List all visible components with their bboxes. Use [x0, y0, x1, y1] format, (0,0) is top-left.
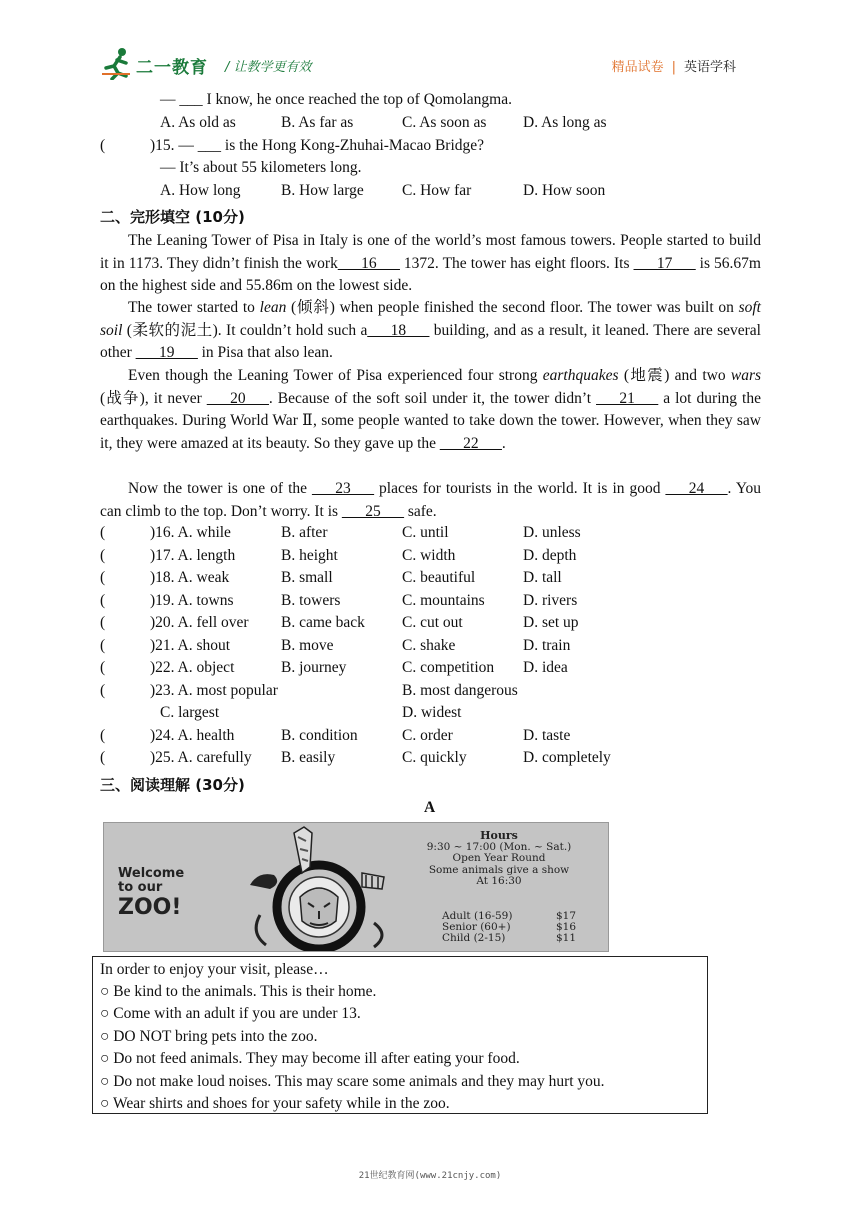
q14-option-a: A. As old as	[160, 114, 236, 131]
q20-option-b: B. came back	[281, 614, 365, 631]
q25-option-c: C. quickly	[402, 749, 467, 766]
cloze-paragraph-3	[100, 365, 761, 455]
rule-item: ○ Do not feed animals. They may become ill after eating your food.	[100, 1050, 520, 1067]
q16-option-d: D. unless	[523, 524, 581, 541]
blank-16: ___16___	[337, 254, 400, 272]
q14-option-b: B. As far as	[281, 114, 354, 131]
p3-text-a: Even though the Leaning Tower of Pisa experienced four strong	[128, 367, 543, 384]
p3-text-b: (地震) and two	[618, 367, 731, 384]
q15-option-b: B. How large	[281, 182, 364, 199]
section-3-title: 三、阅读理解 (30分)	[100, 776, 245, 794]
zoo-price-label: Adult (16-59)	[442, 910, 513, 922]
zoo-price-value: $11	[556, 932, 577, 944]
q25-stem: )25. A. carefully	[150, 749, 252, 766]
q18-option-b: B. small	[281, 569, 333, 586]
blank-19: ___19___	[135, 344, 198, 361]
q17-option-b: B. height	[281, 547, 338, 564]
p3-text-f: .	[501, 434, 506, 452]
q16-stem: )16. A. while	[150, 524, 231, 541]
q22-paren: (	[100, 659, 106, 676]
page-header	[100, 46, 760, 82]
q23-option-d: D. widest	[402, 704, 462, 721]
q14-answer-line: — ___ I know, he once reached the top of Qomolangma.	[160, 91, 512, 108]
q19-paren: (	[100, 592, 106, 609]
p4-text-d: safe.	[403, 502, 437, 520]
q17-paren: (	[100, 547, 106, 564]
q22-option-c: C. competition	[402, 659, 495, 676]
p2-text-d: building, and as a result, it leaned. There are several other	[100, 321, 761, 361]
zoo-hours-line-4: At 16:30	[476, 875, 522, 887]
q24-stem: )24. A. health	[150, 727, 235, 744]
zoo-animals-emblem-icon	[224, 823, 404, 951]
zoo-price-value: $16	[556, 921, 577, 933]
q21-option-c: C. shake	[402, 637, 456, 654]
q21-stem: )21. A. shout	[150, 637, 231, 654]
cloze-paragraph-4	[100, 478, 761, 523]
rule-item: ○ Come with an adult if you are under 13.	[100, 1005, 361, 1022]
q24-paren: (	[100, 727, 106, 744]
q18-option-d: D. tall	[523, 569, 562, 586]
p1-text-c: is 56.67m on the highest side and 55.86m on the lowest side.	[100, 254, 761, 294]
p3-wars: wars	[730, 367, 762, 384]
p3-earthquakes: earthquakes	[542, 367, 619, 384]
zoo-welcome-line-1: Welcome	[118, 866, 185, 881]
q25-paren: (	[100, 749, 106, 766]
blank-22: ___22___	[439, 434, 502, 452]
q15-option-d: D. How soon	[523, 182, 606, 199]
p1-text-a: The Leaning Tower of Pisa in Italy is one of the world’s most famous towers. People started to build it in 1173. They didn’t finish the work	[100, 232, 761, 272]
q21-paren: (	[100, 637, 106, 654]
p2-soft-soil: soft soil	[100, 299, 761, 339]
page-footer: 21世纪教育网(www.21cnjy.com)	[358, 1171, 502, 1181]
q17-stem: )17. A. length	[150, 547, 236, 564]
blank-17: ___17___	[633, 254, 696, 272]
section-2-title: 二、完形填空 (10分)	[100, 208, 245, 226]
blank-21: ___21___	[596, 389, 659, 407]
q22-option-d: D. idea	[523, 659, 568, 676]
zoo-sign-image	[103, 822, 609, 952]
zoo-hours-line-3: Some animals give a show	[428, 863, 570, 876]
zoo-prices	[442, 911, 576, 944]
zoo-price-label: Child (2-15)	[442, 932, 506, 944]
q25-option-d: D. completely	[523, 749, 611, 766]
rule-item: ○ Wear shirts and shoes for your safety while in the zoo.	[100, 1095, 450, 1112]
q16-option-c: C. until	[402, 524, 449, 541]
blank-20: ___20___	[206, 389, 269, 407]
header-subject: 英语学科	[683, 60, 736, 75]
p2-lean: lean	[259, 299, 287, 316]
q16-option-b: B. after	[281, 524, 328, 541]
header-slogan: / 让教学更有效	[225, 60, 312, 75]
q23-option-c: C. largest	[160, 704, 220, 721]
q21-option-b: B. move	[281, 637, 334, 654]
q20-option-d: D. set up	[523, 614, 579, 631]
p2-text-b: (倾斜) when people finished the second floor. The tower was built on	[286, 299, 739, 316]
q21-option-d: D. train	[523, 637, 571, 654]
p3-text-c: (战争), it never	[100, 389, 207, 407]
q15-option-a: A. How long	[160, 182, 241, 199]
q22-stem: )22. A. object	[150, 659, 235, 676]
zoo-rules-box	[92, 956, 708, 1114]
rule-item: ○ Do not make loud noises. This may scare some animals and they may hurt you.	[100, 1073, 605, 1090]
zoo-price-row	[442, 933, 576, 944]
q24-option-b: B. condition	[281, 727, 358, 744]
q15-paren: (	[100, 137, 106, 154]
zoo-welcome	[118, 867, 184, 921]
p4-text-a: Now the tower is one of the	[128, 480, 313, 497]
q18-option-c: C. beautiful	[402, 569, 476, 586]
blank-24: ___24___	[665, 480, 728, 497]
q19-option-d: D. rivers	[523, 592, 578, 609]
q18-paren: (	[100, 569, 106, 586]
p4-text-c: . You can climb to the top. Don’t worry. It is	[100, 480, 761, 520]
q15-stem: )15. — ___ is the Hong Kong-Zhuhai-Macao Bridge?	[150, 137, 485, 154]
zoo-price-label: Senior (60+)	[442, 921, 511, 933]
blank-25: ___25___	[341, 502, 404, 520]
p1-text-b: 1372. The tower has eight floors. Its	[399, 254, 634, 272]
q15-option-c: C. How far	[402, 182, 472, 199]
header-right	[612, 56, 736, 75]
logo-text: 二一教育	[136, 58, 208, 78]
q23-stem: )23. A. most popular	[150, 682, 278, 699]
p2-text-c: (柔软的泥土). It couldn’t hold such a	[122, 321, 368, 339]
runner-logo-icon	[100, 46, 136, 80]
p4-text-b: places for tourists in the world. It is in good	[374, 480, 666, 497]
p3-text-d: . Because of the soft soil under it, the tower didn’t	[268, 389, 597, 407]
zoo-price-value: $17	[556, 910, 577, 922]
zoo-hours-title: Hours	[480, 829, 518, 842]
q25-option-b: B. easily	[281, 749, 336, 766]
p2-text-e: in Pisa that also lean.	[197, 344, 333, 361]
q20-stem: )20. A. fell over	[150, 614, 249, 631]
p2-text-a: The tower started to	[128, 299, 260, 316]
q16-paren: (	[100, 524, 106, 541]
blank-18: ___18___	[367, 321, 430, 339]
q17-option-c: C. width	[402, 547, 456, 564]
rules-intro: In order to enjoy your visit, please…	[100, 961, 329, 978]
q20-paren: (	[100, 614, 106, 631]
zoo-hours-line-1: 9:30 ~ 17:00 (Mon. ~ Sat.)	[426, 840, 572, 853]
cloze-paragraph-1	[100, 230, 761, 298]
zoo-welcome-line-3: ZOO!	[118, 895, 182, 920]
q18-stem: )18. A. weak	[150, 569, 230, 586]
rule-item: ○ DO NOT bring pets into the zoo.	[100, 1028, 318, 1045]
zoo-hours-line-2: Open Year Round	[452, 852, 546, 864]
q14-option-d: D. As long as	[523, 114, 607, 131]
p3-text-e: a lot during the earthquakes. During World War Ⅱ, some people wanted to take down the tower. However, when they saw it, they were amazed at its beauty. So they gave up the	[100, 389, 761, 452]
header-separator: |	[671, 60, 676, 75]
q19-option-b: B. towers	[281, 592, 341, 609]
header-tag: 精品试卷	[611, 60, 664, 75]
q17-option-d: D. depth	[523, 547, 577, 564]
passage-label: A	[424, 799, 436, 816]
zoo-hours	[404, 830, 594, 888]
q19-option-c: C. mountains	[402, 592, 485, 609]
blank-23: ___23___	[312, 480, 375, 497]
q15-answer-line: — It’s about 55 kilometers long.	[160, 159, 362, 176]
rule-item: ○ Be kind to the animals. This is their home.	[100, 983, 377, 1000]
q23-paren: (	[100, 682, 106, 699]
q23-option-b: B. most dangerous	[402, 682, 518, 699]
q24-option-c: C. order	[402, 727, 453, 744]
q19-stem: )19. A. towns	[150, 592, 234, 609]
q20-option-c: C. cut out	[402, 614, 463, 631]
q14-option-c: C. As soon as	[402, 114, 487, 131]
zoo-welcome-line-2: to our	[118, 880, 163, 895]
q24-option-d: D. taste	[523, 727, 571, 744]
q22-option-b: B. journey	[281, 659, 347, 676]
cloze-paragraph-2	[100, 297, 761, 365]
